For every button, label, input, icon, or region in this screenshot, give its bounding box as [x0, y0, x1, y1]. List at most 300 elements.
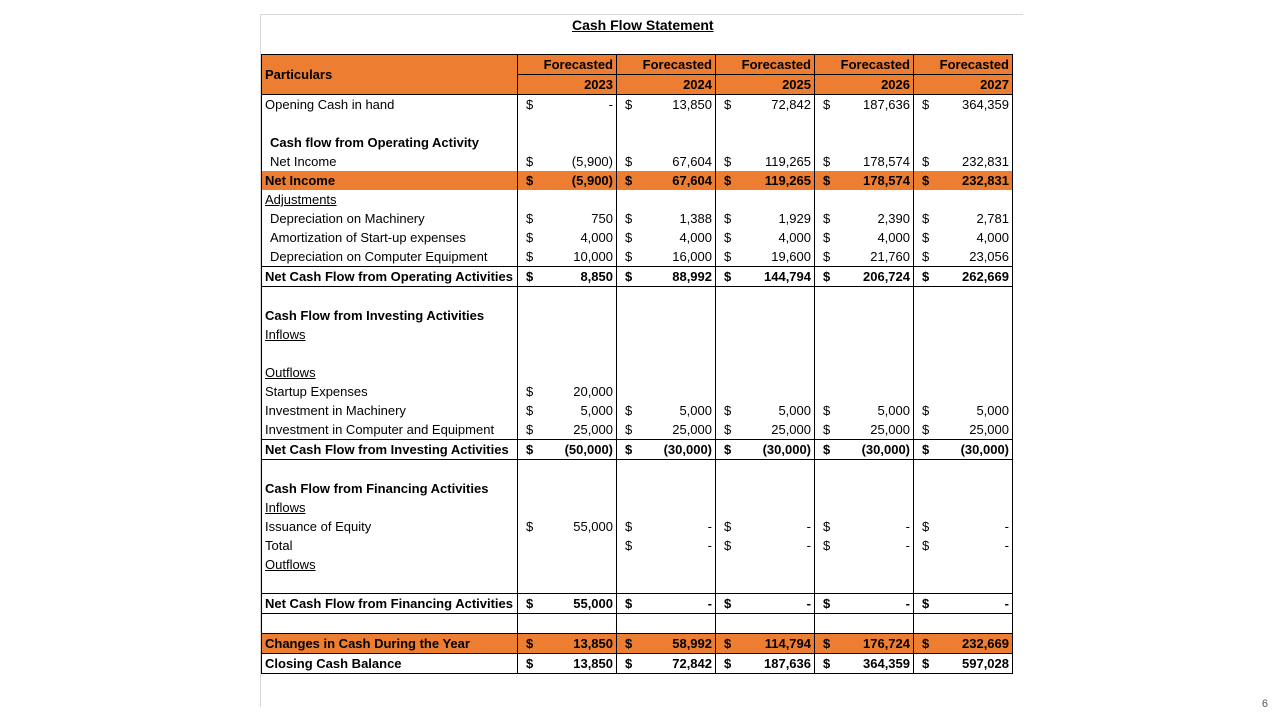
value-cell	[914, 152, 1013, 171]
currency-symbol: $	[526, 596, 534, 611]
currency-symbol: $	[922, 656, 930, 671]
row-label: Adjustments	[265, 192, 337, 207]
row-label: Net Income	[265, 173, 336, 188]
value-cell	[617, 498, 716, 517]
header-row	[262, 55, 1013, 75]
label-cell	[262, 382, 518, 401]
value-cell	[518, 209, 617, 228]
value-cell	[518, 325, 617, 344]
currency-symbol: $	[922, 403, 930, 418]
row-label: Amortization of Start-up expenses	[270, 230, 466, 245]
value-cell	[815, 614, 914, 634]
amount: 25,000	[771, 422, 811, 437]
value-cell	[617, 114, 716, 133]
row-label: Closing Cash Balance	[265, 656, 402, 671]
row-label: Total	[265, 538, 293, 553]
value-cell	[518, 382, 617, 401]
amount: -	[1004, 538, 1009, 553]
column-header-label: Forecasted	[914, 55, 1013, 75]
value-cell	[914, 95, 1013, 115]
value-cell	[716, 555, 815, 574]
currency-symbol: $	[526, 403, 534, 418]
amount: 206,724	[863, 269, 910, 284]
amount: 5,000	[679, 403, 712, 418]
value-cell	[914, 440, 1013, 460]
value-cell	[716, 171, 815, 190]
value-cell	[815, 228, 914, 247]
currency-symbol: $	[526, 173, 534, 188]
table-row	[262, 555, 1013, 574]
row-label: Issuance of Equity	[265, 519, 372, 534]
amount: 119,265	[764, 173, 811, 188]
amount: 16,000	[672, 249, 712, 264]
amount: 1,388	[679, 211, 712, 226]
amount: 72,842	[672, 656, 712, 671]
value-cell	[617, 95, 716, 115]
currency-symbol: $	[823, 154, 831, 169]
label-cell	[262, 498, 518, 517]
currency-symbol: $	[724, 656, 732, 671]
amount: 4,000	[976, 230, 1009, 245]
value-cell	[617, 363, 716, 382]
row-label: Cash Flow from Financing Activities	[265, 481, 489, 496]
value-cell	[518, 614, 617, 634]
amount: 13,850	[573, 656, 613, 671]
table-row	[262, 614, 1013, 634]
currency-symbol: $	[724, 230, 732, 245]
currency-symbol: $	[625, 596, 633, 611]
page-title: Cash Flow Statement	[572, 17, 714, 33]
label-cell	[262, 190, 518, 209]
amount: 20,000	[573, 384, 613, 399]
value-cell	[518, 95, 617, 115]
currency-symbol: $	[625, 403, 633, 418]
value-cell	[914, 574, 1013, 594]
value-cell	[716, 517, 815, 536]
table-row	[262, 228, 1013, 247]
value-cell	[815, 536, 914, 555]
label-cell	[262, 420, 518, 440]
value-cell	[617, 401, 716, 420]
table-row	[262, 363, 1013, 382]
amount: 67,604	[672, 173, 712, 188]
value-cell	[617, 479, 716, 498]
currency-symbol: $	[625, 230, 633, 245]
label-cell	[262, 267, 518, 287]
label-cell	[262, 114, 518, 133]
value-cell	[815, 133, 914, 152]
value-cell	[914, 344, 1013, 363]
amount: -	[1004, 519, 1009, 534]
value-cell	[914, 209, 1013, 228]
currency-symbol: $	[526, 636, 534, 651]
currency-symbol: $	[526, 211, 534, 226]
value-cell	[518, 171, 617, 190]
currency-symbol: $	[526, 422, 534, 437]
currency-symbol: $	[526, 384, 534, 399]
value-cell	[716, 287, 815, 307]
value-cell	[815, 267, 914, 287]
value-cell	[914, 228, 1013, 247]
amount: (5,900)	[571, 154, 613, 169]
value-cell	[815, 401, 914, 420]
table-row	[262, 95, 1013, 115]
value-cell	[914, 363, 1013, 382]
value-cell	[716, 420, 815, 440]
amount: 25,000	[870, 422, 910, 437]
value-cell	[914, 325, 1013, 344]
amount: 8,850	[580, 269, 613, 284]
value-cell	[617, 344, 716, 363]
value-cell	[716, 95, 815, 115]
value-cell	[716, 344, 815, 363]
value-cell	[914, 114, 1013, 133]
value-cell	[518, 344, 617, 363]
value-cell	[518, 460, 617, 480]
currency-symbol: $	[823, 538, 831, 553]
value-cell	[716, 634, 815, 654]
value-cell	[617, 382, 716, 401]
amount: 176,724	[863, 636, 910, 651]
row-label: Depreciation on Computer Equipment	[270, 249, 488, 264]
value-cell	[518, 594, 617, 614]
amount: -	[707, 519, 712, 534]
amount: 364,359	[863, 656, 910, 671]
value-cell	[815, 363, 914, 382]
table-row	[262, 267, 1013, 287]
value-cell	[716, 654, 815, 674]
amount: -	[905, 519, 910, 534]
value-cell	[617, 460, 716, 480]
currency-symbol: $	[526, 656, 534, 671]
amount: -	[905, 596, 910, 611]
currency-symbol: $	[625, 211, 633, 226]
amount: 5,000	[976, 403, 1009, 418]
amount: 4,000	[679, 230, 712, 245]
value-cell	[716, 479, 815, 498]
currency-symbol: $	[724, 249, 732, 264]
currency-symbol: $	[823, 636, 831, 651]
currency-symbol: $	[922, 596, 930, 611]
currency-symbol: $	[922, 154, 930, 169]
table-row	[262, 114, 1013, 133]
label-cell	[262, 460, 518, 480]
amount: -	[707, 538, 712, 553]
value-cell	[518, 479, 617, 498]
value-cell	[914, 654, 1013, 674]
value-cell	[914, 306, 1013, 325]
currency-symbol: $	[724, 211, 732, 226]
table-row	[262, 306, 1013, 325]
value-cell	[716, 382, 815, 401]
label-cell	[262, 517, 518, 536]
value-cell	[815, 460, 914, 480]
value-cell	[518, 267, 617, 287]
row-label: Inflows	[265, 327, 306, 342]
value-cell	[815, 190, 914, 209]
table-row	[262, 460, 1013, 480]
value-cell	[518, 363, 617, 382]
table-row	[262, 152, 1013, 171]
table-row	[262, 247, 1013, 267]
row-label: Investment in Machinery	[265, 403, 406, 418]
currency-symbol: $	[625, 636, 633, 651]
amount: (30,000)	[861, 442, 910, 457]
amount: 597,028	[962, 656, 1009, 671]
currency-symbol: $	[625, 154, 633, 169]
page-number: 6	[1261, 698, 1268, 710]
value-cell	[518, 574, 617, 594]
amount: 4,000	[580, 230, 613, 245]
currency-symbol: $	[724, 97, 732, 112]
amount: -	[806, 596, 811, 611]
value-cell	[518, 152, 617, 171]
value-cell	[914, 479, 1013, 498]
currency-symbol: $	[724, 596, 732, 611]
currency-symbol: $	[823, 211, 831, 226]
label-cell	[262, 344, 518, 363]
currency-symbol: $	[526, 269, 534, 284]
amount: 178,574	[863, 154, 910, 169]
amount: 750	[591, 211, 613, 226]
currency-symbol: $	[724, 154, 732, 169]
value-cell	[815, 440, 914, 460]
amount: 25,000	[969, 422, 1009, 437]
currency-symbol: $	[724, 538, 732, 553]
value-cell	[617, 247, 716, 267]
currency-symbol: $	[724, 403, 732, 418]
value-cell	[716, 247, 815, 267]
amount: -	[806, 519, 811, 534]
amount: (5,900)	[571, 173, 613, 188]
value-cell	[518, 306, 617, 325]
currency-symbol: $	[625, 538, 633, 553]
column-header-year: 2024	[617, 75, 716, 95]
value-cell	[815, 594, 914, 614]
currency-symbol: $	[625, 173, 633, 188]
value-cell	[815, 498, 914, 517]
amount: -	[608, 97, 613, 112]
value-cell	[518, 190, 617, 209]
value-cell	[716, 401, 815, 420]
value-cell	[815, 574, 914, 594]
row-label: Net Income	[270, 154, 337, 169]
table-row	[262, 190, 1013, 209]
amount: 55,000	[573, 596, 613, 611]
value-cell	[617, 654, 716, 674]
value-cell	[716, 209, 815, 228]
table-row	[262, 325, 1013, 344]
currency-symbol: $	[526, 154, 534, 169]
value-cell	[617, 555, 716, 574]
value-cell	[617, 267, 716, 287]
currency-symbol: $	[823, 173, 831, 188]
currency-symbol: $	[526, 97, 534, 112]
currency-symbol: $	[625, 656, 633, 671]
currency-symbol: $	[922, 442, 930, 457]
currency-symbol: $	[625, 269, 633, 284]
amount: 364,359	[962, 97, 1009, 112]
value-cell	[518, 654, 617, 674]
column-header-year: 2027	[914, 75, 1013, 95]
row-label: Net Cash Flow from Investing Activities	[265, 442, 509, 457]
label-cell	[262, 171, 518, 190]
value-cell	[617, 594, 716, 614]
currency-symbol: $	[922, 249, 930, 264]
value-cell	[518, 440, 617, 460]
value-cell	[617, 228, 716, 247]
value-cell	[914, 634, 1013, 654]
value-cell	[518, 114, 617, 133]
table-row	[262, 382, 1013, 401]
value-cell	[914, 594, 1013, 614]
currency-symbol: $	[922, 422, 930, 437]
row-label: Opening Cash in hand	[265, 97, 395, 112]
currency-symbol: $	[724, 269, 732, 284]
table-row	[262, 287, 1013, 307]
label-cell	[262, 401, 518, 420]
cash-flow-table	[261, 54, 1013, 674]
value-cell	[518, 228, 617, 247]
value-cell	[815, 479, 914, 498]
amount: 232,669	[962, 636, 1009, 651]
currency-symbol: $	[922, 269, 930, 284]
value-cell	[815, 555, 914, 574]
currency-symbol: $	[922, 211, 930, 226]
column-header-label: Forecasted	[716, 55, 815, 75]
value-cell	[914, 420, 1013, 440]
currency-symbol: $	[823, 596, 831, 611]
value-cell	[815, 382, 914, 401]
value-cell	[716, 363, 815, 382]
column-header-year: 2026	[815, 75, 914, 95]
amount: 21,760	[870, 249, 910, 264]
row-label: Startup Expenses	[265, 384, 368, 399]
value-cell	[914, 133, 1013, 152]
label-cell	[262, 228, 518, 247]
value-cell	[716, 614, 815, 634]
value-cell	[617, 614, 716, 634]
value-cell	[914, 555, 1013, 574]
table-row	[262, 209, 1013, 228]
value-cell	[914, 460, 1013, 480]
value-cell	[518, 401, 617, 420]
currency-symbol: $	[724, 422, 732, 437]
currency-symbol: $	[625, 422, 633, 437]
table-row	[262, 401, 1013, 420]
value-cell	[815, 325, 914, 344]
row-label: Outflows	[265, 557, 316, 572]
amount: 1,929	[778, 211, 811, 226]
amount: 2,390	[877, 211, 910, 226]
value-cell	[518, 287, 617, 307]
label-cell	[262, 95, 518, 115]
table-row	[262, 536, 1013, 555]
amount: 2,781	[976, 211, 1009, 226]
amount: 67,604	[672, 154, 712, 169]
table-row	[262, 440, 1013, 460]
value-cell	[617, 536, 716, 555]
value-cell	[617, 152, 716, 171]
table-row	[262, 171, 1013, 190]
value-cell	[914, 382, 1013, 401]
table-row	[262, 344, 1013, 363]
value-cell	[617, 517, 716, 536]
column-header-year: 2023	[518, 75, 617, 95]
value-cell	[815, 344, 914, 363]
value-cell	[716, 114, 815, 133]
row-label: Changes in Cash During the Year	[265, 636, 470, 651]
column-header-label: Forecasted	[617, 55, 716, 75]
amount: 19,600	[771, 249, 811, 264]
label-cell	[262, 594, 518, 614]
value-cell	[518, 498, 617, 517]
label-cell	[262, 247, 518, 267]
value-cell	[914, 614, 1013, 634]
value-cell	[716, 325, 815, 344]
amount: 13,850	[573, 636, 613, 651]
label-cell	[262, 654, 518, 674]
amount: 55,000	[573, 519, 613, 534]
currency-symbol: $	[922, 173, 930, 188]
value-cell	[815, 287, 914, 307]
column-header-label: Forecasted	[518, 55, 617, 75]
currency-symbol: $	[922, 538, 930, 553]
amount: 25,000	[573, 422, 613, 437]
value-cell	[815, 209, 914, 228]
currency-symbol: $	[625, 519, 633, 534]
value-cell	[617, 306, 716, 325]
currency-symbol: $	[823, 249, 831, 264]
currency-symbol: $	[922, 230, 930, 245]
label-cell	[262, 536, 518, 555]
value-cell	[914, 517, 1013, 536]
value-cell	[815, 306, 914, 325]
currency-symbol: $	[922, 97, 930, 112]
value-cell	[815, 634, 914, 654]
table-row	[262, 517, 1013, 536]
amount: 187,636	[764, 656, 811, 671]
value-cell	[914, 171, 1013, 190]
value-cell	[518, 133, 617, 152]
amount: 25,000	[672, 422, 712, 437]
amount: 178,574	[863, 173, 910, 188]
currency-symbol: $	[823, 230, 831, 245]
amount: -	[1004, 596, 1009, 611]
table-row	[262, 634, 1013, 654]
table-row	[262, 574, 1013, 594]
value-cell	[815, 654, 914, 674]
table-row	[262, 498, 1013, 517]
value-cell	[815, 114, 914, 133]
value-cell	[518, 517, 617, 536]
amount: 262,669	[962, 269, 1009, 284]
amount: 232,831	[962, 173, 1009, 188]
value-cell	[716, 460, 815, 480]
value-cell	[617, 209, 716, 228]
value-cell	[716, 190, 815, 209]
value-cell	[716, 498, 815, 517]
row-label: Outflows	[265, 365, 316, 380]
currency-symbol: $	[823, 656, 831, 671]
amount: -	[905, 538, 910, 553]
amount: 88,992	[672, 269, 712, 284]
row-label: Cash Flow from Investing Activities	[265, 308, 485, 323]
currency-symbol: $	[526, 442, 534, 457]
amount: 72,842	[771, 97, 811, 112]
label-cell	[262, 479, 518, 498]
table-row	[262, 420, 1013, 440]
